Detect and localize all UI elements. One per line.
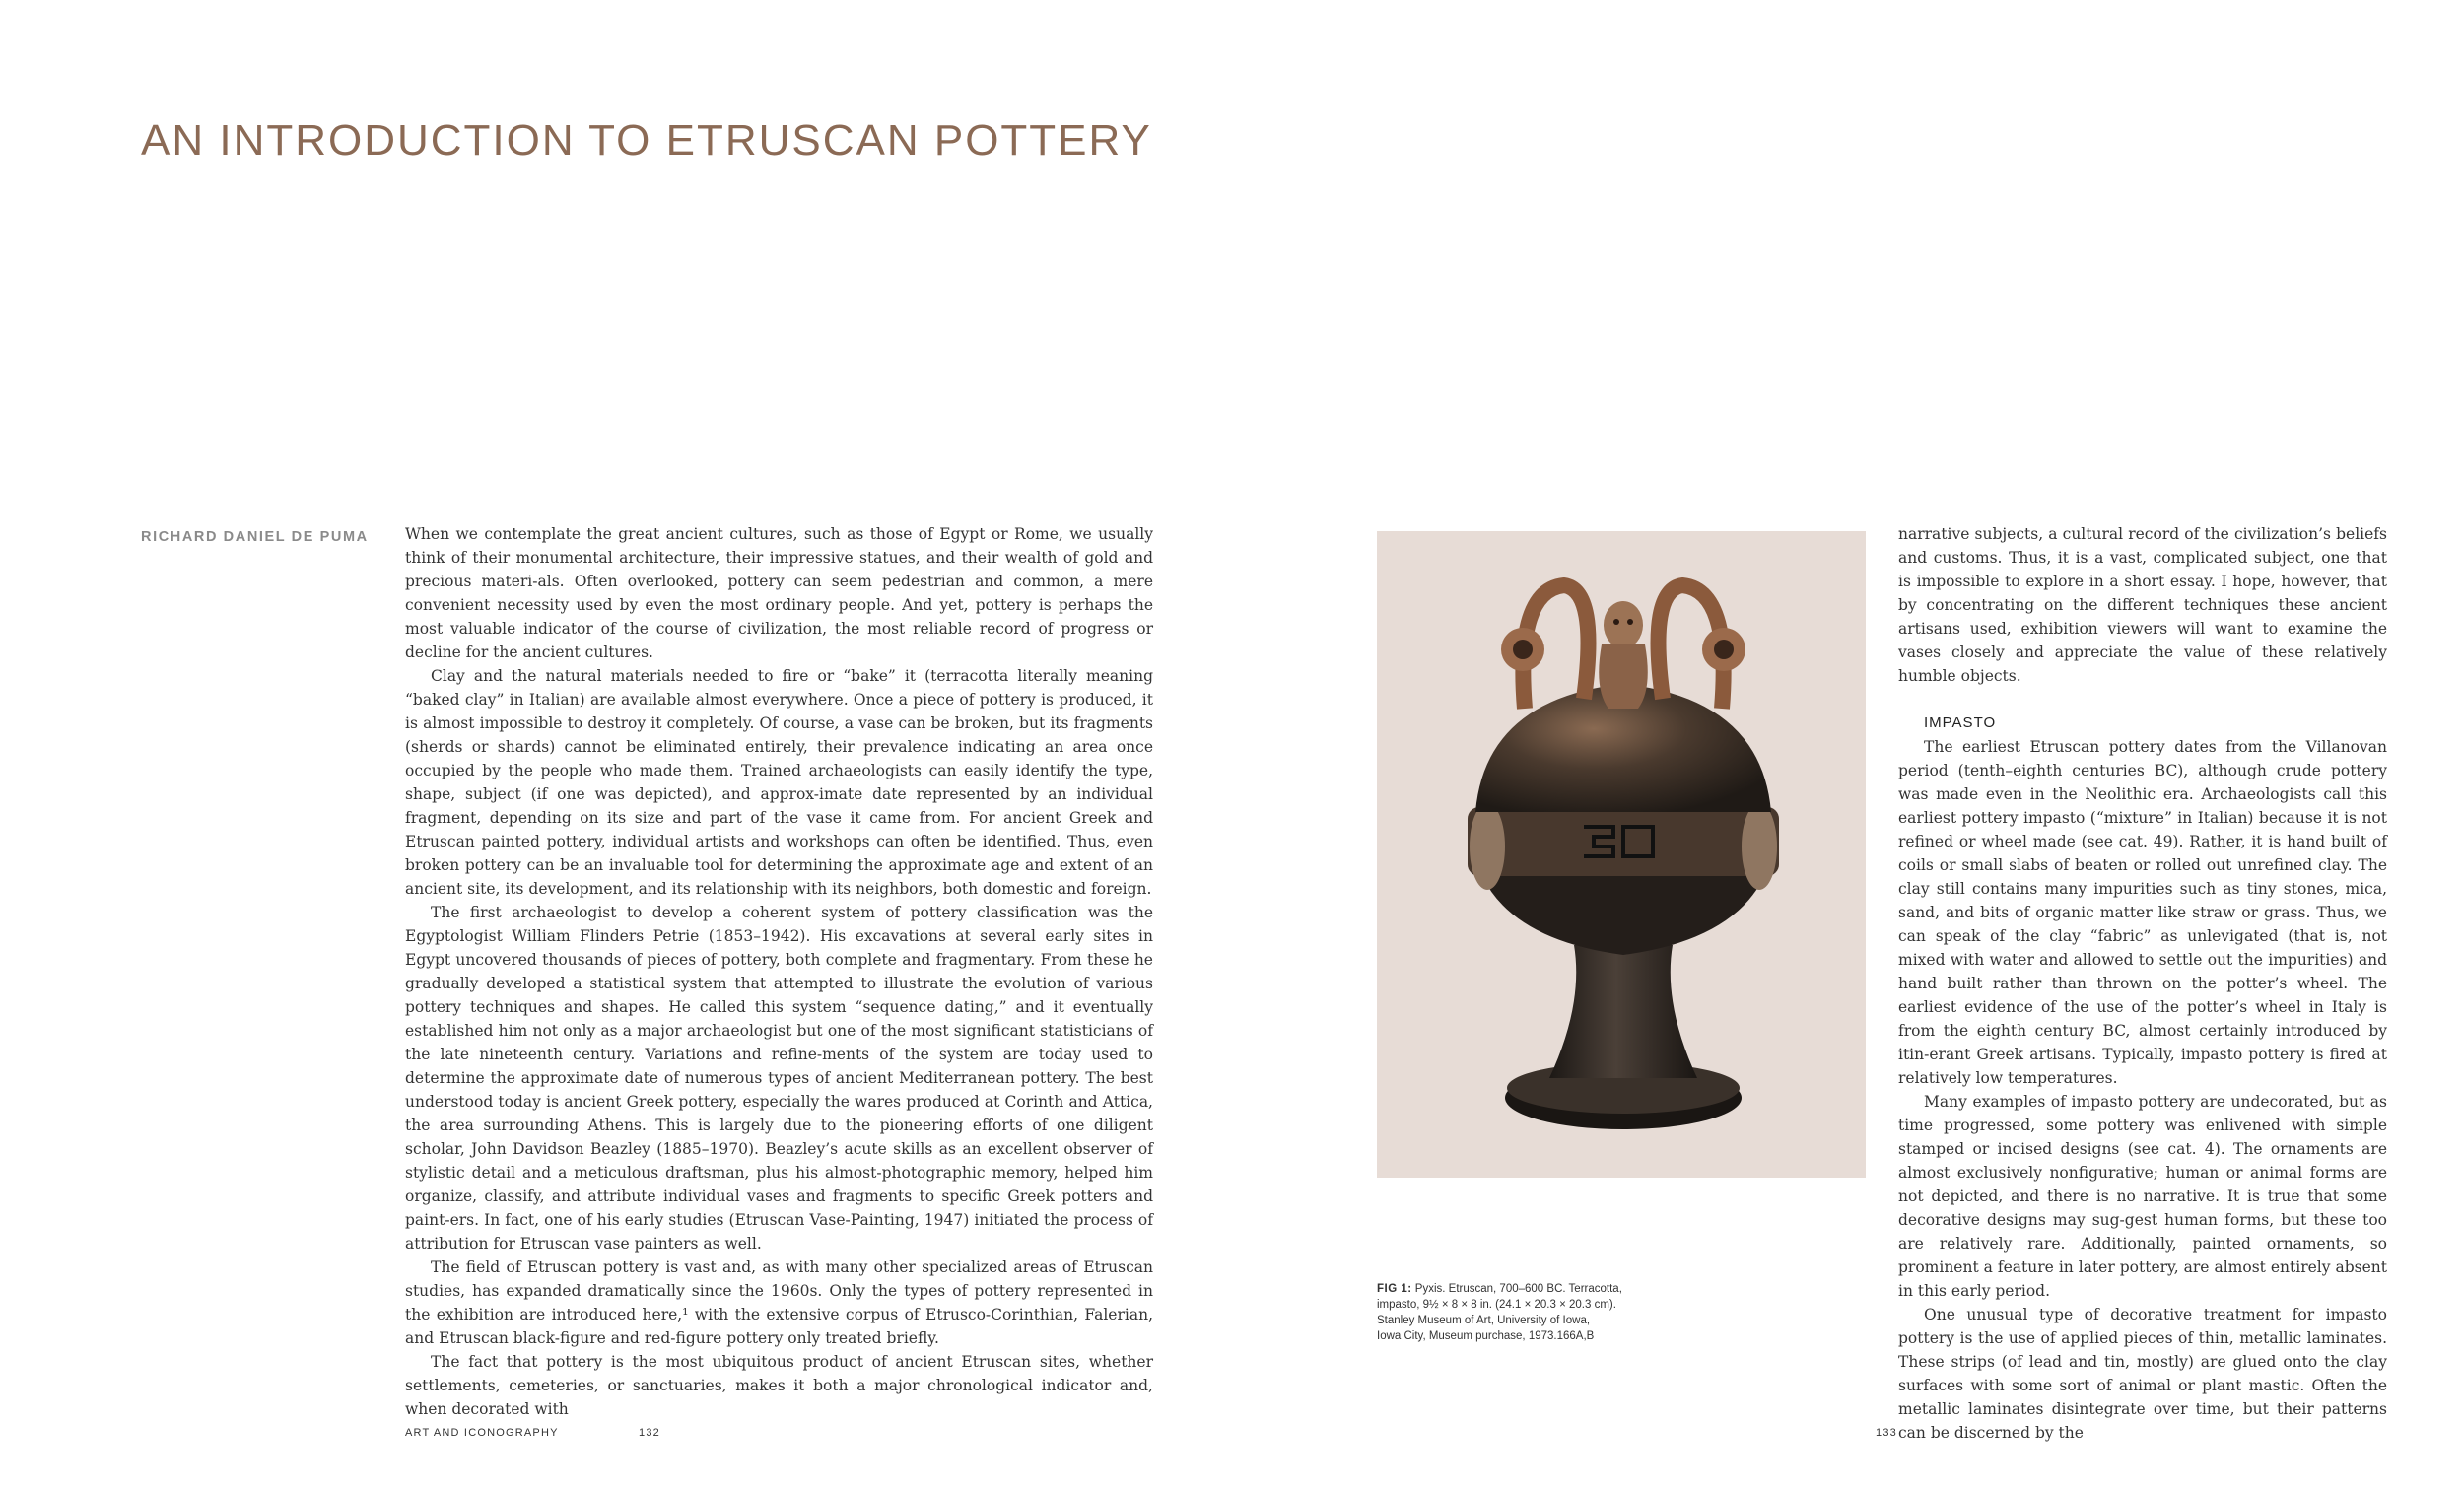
running-head: ART AND ICONOGRAPHY [405,1427,559,1439]
page-number-right: 133 [1876,1427,1897,1439]
left-text-column [405,522,1153,1421]
pyxis-image [1377,531,1866,1178]
paragraph: The field of Etruscan pottery is vast and, as with many other specialized areas of Etruscan studies, has expanded dramatically since the 1960s. Only the types of pottery represented in the exhibition are introduced here,¹ with the extensive corpus of Etrusco-Corinthian, Falerian, and Etruscan black-figure and red-figure pottery only treated briefly. [405,1258,1153,1347]
paragraph: Clay and the natural materials needed to fire or “bake” it (terracotta literally meaning “baked clay” in Italian) are available almost everywhere. Once a piece of pottery is produced, it is almost impossible to destroy it completely. Of course, a vase can be broken, but its fragments (sherds or shards) cannot be eliminated entirely, their prevalence indicating an area once occupied by the people who made them. Trained archaeologists can easily identify the type, shape, subject (if one was depicted), and approx-imate date represented by an individual fragment, depending on its size and part of the vase it came from. For ancient Greek and Etruscan painted pottery, individual artists and workshops can often be identified. Thus, even broken pottery can be an invaluable tool for determining the approximate age and extent of an ancient site, its development, and its relationship with its neighbors, both domestic and foreign. [405,667,1153,898]
chapter-title: AN INTRODUCTION TO ETRUSCAN POTTERY [141,116,1152,165]
paragraph: The earliest Etruscan pottery dates from the Villanovan period (tenth–eighth centuries BC), although crude pottery was made even in the Neolithic era. Archaeologists call this earliest pottery impasto (“mixture” in Italian) because it is not refined or wheel made (see cat. 49). Rather, it is hand built of coils or small slabs of beaten or rolled out unrefined clay. The clay still contains many impurities such as tiny stones, mica, sand, and bits of organic matter like straw or grass. Thus, we can speak of the clay “fabric” as unlevigated (that is, not mixed with water and allowed to settle out the impurities) and hand built rather than thrown on the potter’s wheel. The earliest evidence of the use of the potter’s wheel in Italy is from the eighth century BC, almost certainly introduced by itin-erant Greek artisans. Typically, impasto pottery is fired at relatively low temperatures. [1898,738,2387,1087]
caption-line: Pyxis. Etruscan, 700–600 BC. Terracotta, [1414,1283,1622,1295]
right-text-column [1898,522,2387,1445]
paragraph: Many examples of impasto pottery are undecorated, but as time progressed, some pottery was enlivened with simple stamped or incised designs (see cat. 4). The ornaments are almost exclusively nonfigurative; human or animal forms are not depicted, and there is no narrative. It is true that some decorative designs may sug-gest human forms, but these too are relatively rare. Additionally, painted ornaments, so prominent a feature in later pottery, are almost entirely absent in this early period. [1898,1093,2387,1300]
page-number-left: 132 [639,1427,660,1439]
paragraph: narrative subjects, a cultural record of the civilization’s beliefs and customs. Thus, it is a vast, complicated subject, one that is impossible to explore in a short essay. I hope, however, that by concentrating on the different techniques these ancient artisans used, exhibition viewers will want to examine the vases closely and appreciate the value of these relatively humble objects. [1898,525,2387,685]
pyxis-figure [1377,531,1866,1178]
paragraph: The fact that pottery is the most ubiquitous product of ancient Etruscan sites, whether settlements, cemeteries, or sanctuaries, makes it both a major chronological indicator and, when decorated with [405,1353,1153,1418]
caption-line: Iowa City, Museum purchase, 1973.166A,B [1377,1330,1595,1342]
paragraph: One unusual type of decorative treatment for impasto pottery is the use of applied pieces of thin, metallic laminates. These strips (of lead and tin, mostly) are glued onto the clay surfaces with some sort of animal or plant mastic. Often the metallic laminates disintegrate over time, but their patterns can be discerned by the [1898,1306,2387,1442]
section-heading: IMPASTO [1924,714,1997,731]
caption-line: Stanley Museum of Art, University of Iowa, [1377,1315,1591,1326]
paragraph: The first archaeologist to develop a coherent system of pottery classification was the Egyptologist William Flinders Petrie (1853–1942). His excavations at several early sites in Egypt uncovered thousands of pieces of pottery, both complete and fragmentary. From these he gradually developed a statistical system that attempted to illustrate the evolution of various pottery techniques and shapes. He called this system “sequence dating,” and it eventually established him not only as a major archaeologist but one of the most significant statisticians of the late nineteenth century. Variations and refine-ments of the system are today used to determine the approximate date of numerous types of ancient Mediterranean pottery. The best understood today is ancient Greek pottery, especially the wares produced at Corinth and Attica, the area surrounding Athens. This is largely due to the pioneering efforts of one diligent scholar, John Davidson Beazley (1885–1970). Beazley’s acute skills as an excellent observer of stylistic detail and a meticulous draftsman, plus his almost-photographic memory, helped him organize, classify, and attribute individual vases and fragments to specific Greek potters and paint-ers. In fact, one of his early studies (Etruscan Vase-Painting, 1947) initiated the process of attribution for Etruscan vase painters as well. [405,904,1153,1253]
figure-caption [1377,1281,1663,1344]
author-name: RICHARD DANIEL DE PUMA [141,529,369,545]
caption-line: impasto, 9½ × 8 × 8 in. (24.1 × 20.3 × 20.3 cm). [1377,1299,1616,1311]
paragraph: When we contemplate the great ancient cultures, such as those of Egypt or Rome, we usually think of their monumental architecture, their impressive statues, and their wealth of gold and precious materi-als. Often overlooked, pottery can seem pedestrian and common, a mere convenient necessity used by even the most ordinary people. And yet, pottery is perhaps the most valuable indicator of the course of civilization, the most reliable record of progress or decline for the ancient cultures. [405,525,1153,661]
figure-label: FIG 1: [1377,1283,1412,1295]
